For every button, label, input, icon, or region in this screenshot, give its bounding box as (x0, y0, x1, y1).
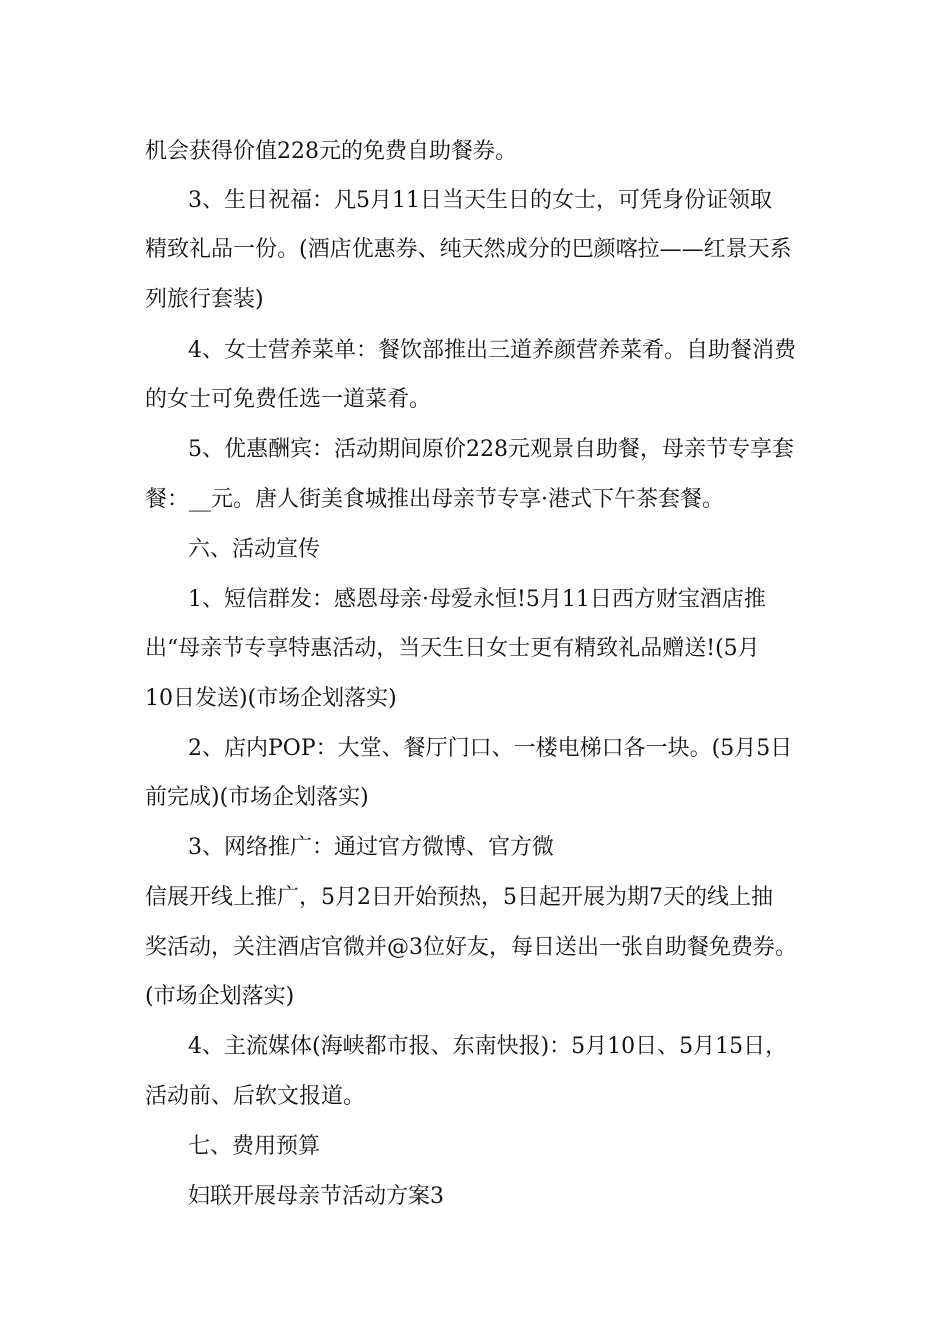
text-line-8: 餐：__元。唐人街美食城推出母亲节专享·港式下午茶套餐。 (145, 487, 724, 512)
text-line-2: 3、生日祝福：凡5月11日当天生日的女士，可凭身份证领取 (188, 188, 772, 213)
section-heading-7: 七、费用预算 (188, 1134, 321, 1159)
text-line-10: 1、短信群发：感恩母亲·母爱永恒!5月11日西方财宝酒店推 (188, 587, 766, 612)
text-line-19: 4、主流媒体(海峡都市报、东南快报)：5月10日、5月15日， (188, 1034, 788, 1059)
text-line-3: 精致礼品一份。(酒店优惠券、纯天然成分的巴颜喀拉——红景天系 (145, 237, 792, 262)
text-line-1: 机会获得价值228元的免费自助餐券。 (145, 139, 517, 164)
text-line-11: 出“母亲节专享特惠活动，当天生日女士更有精致礼品赠送!(5月 (145, 636, 760, 661)
text-line-16: 信展开线上推广，5月2日开始预热，5日起开展为期7天的线上抽 (145, 885, 773, 910)
text-line-13: 2、店内POP：大堂、餐厅门口、一楼电梯口各一块。(5月5日 (188, 736, 793, 761)
text-line-20: 活动前、后软文报道。 (145, 1084, 366, 1109)
text-line-4: 列旅行套装) (145, 287, 264, 312)
document-heading-plan-3: 妇联开展母亲节活动方案3 (188, 1184, 444, 1209)
text-line-17: 奖活动，关注酒店官微并@3位好友，每日送出一张自助餐免费券。 (145, 935, 797, 960)
text-line-18: (市场企划落实) (145, 984, 295, 1009)
text-line-5: 4、女士营养菜单：餐饮部推出三道养颜营养菜肴。自助餐消费 (188, 338, 796, 363)
text-line-15: 3、网络推广：通过官方微博、官方微 (188, 835, 554, 860)
text-line-14: 前完成)(市场企划落实) (145, 785, 369, 810)
text-line-6: 的女士可免费任选一道菜肴。 (145, 387, 432, 412)
text-line-12: 10日发送)(市场企划落实) (145, 686, 397, 711)
text-line-7: 5、优惠酬宾：活动期间原价228元观景自助餐，母亲节专享套 (188, 437, 794, 462)
section-heading-6: 六、活动宣传 (188, 537, 321, 562)
